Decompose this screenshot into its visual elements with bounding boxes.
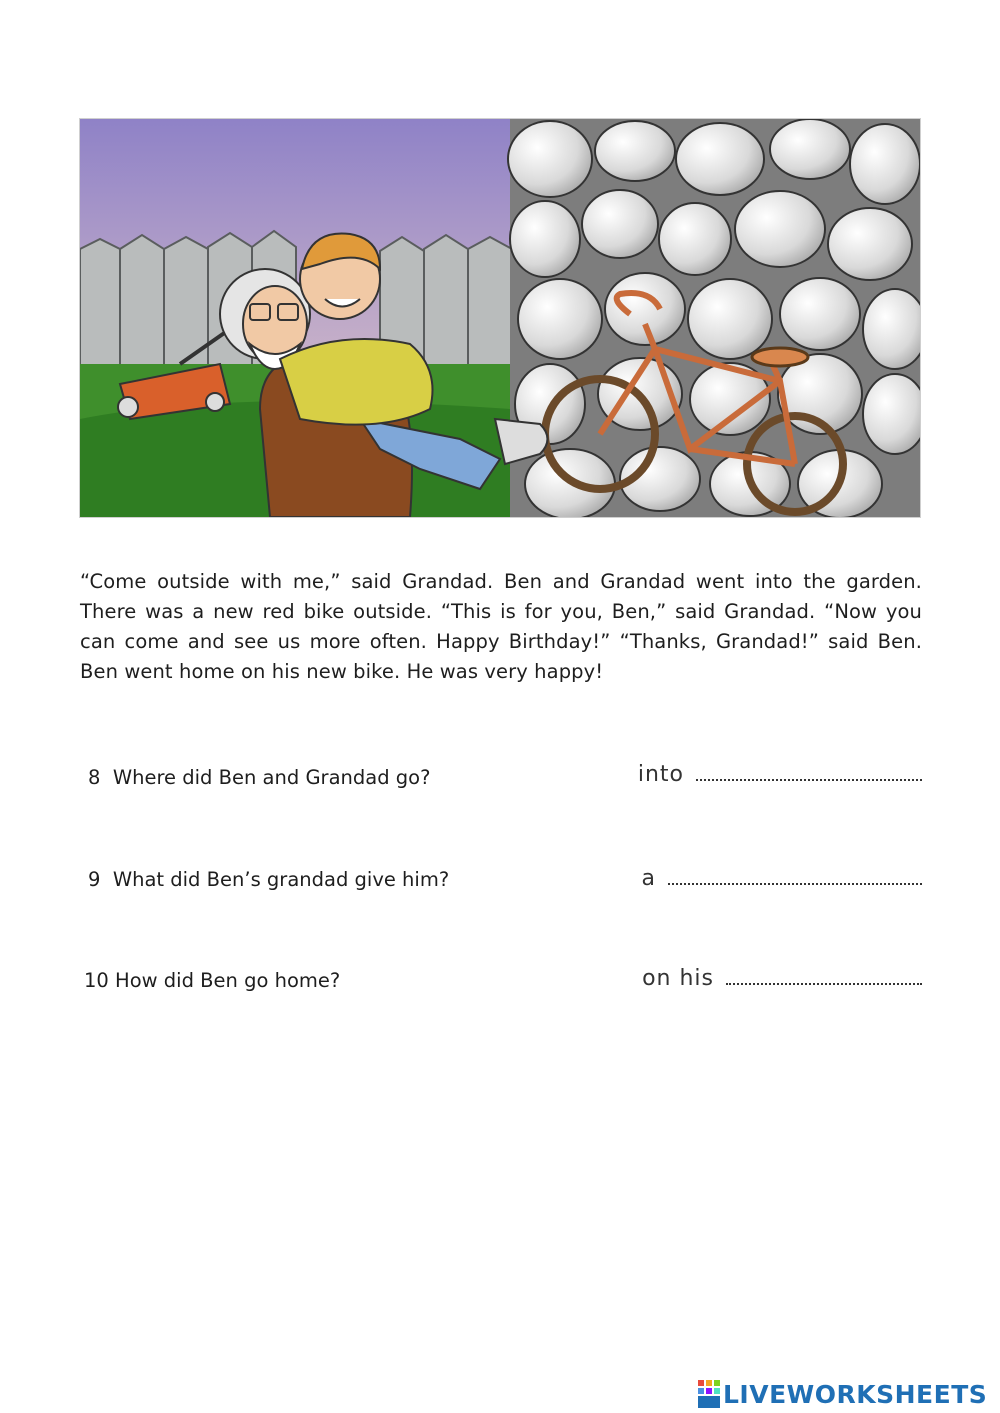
- question-text: How did Ben go home?: [115, 969, 341, 992]
- question-text: What did Ben’s grandad give him?: [112, 868, 450, 891]
- question-8: [88, 764, 558, 792]
- answer-prefix: into: [637, 762, 684, 787]
- question-10: [84, 967, 554, 995]
- answer-prefix: on his: [642, 966, 714, 991]
- brand-name: LIVEWORKSHEETS: [723, 1379, 988, 1409]
- question-text: Where did Ben and Grandad go?: [112, 766, 431, 789]
- grandad-hugging-ben-image: [80, 119, 920, 517]
- answer-8: [638, 761, 922, 789]
- liveworksheets-logo-icon: [698, 1380, 720, 1408]
- answer-9: [642, 865, 922, 893]
- answer-10: [642, 965, 922, 993]
- question-9: [88, 866, 558, 894]
- story-illustration: [79, 118, 921, 518]
- story-paragraph: “Come outside with me,” said Grandad. Ben and Grandad went into the garden. There was a new red bike outside. “This is for you, Ben,” said Grandad. “Now you can come and see us more often. Happy Birthday!” “Thanks, Grandad!” said Ben. Ben went home on his new bike. He was very happy!: [80, 570, 922, 683]
- answer-9-input[interactable]: [668, 865, 922, 885]
- answer-10-input[interactable]: [726, 965, 922, 985]
- question-number: 10: [84, 969, 109, 992]
- question-number: 9: [88, 868, 101, 891]
- answer-prefix: a: [641, 866, 656, 891]
- liveworksheets-logo: [698, 1377, 987, 1411]
- answer-8-input[interactable]: [696, 761, 922, 781]
- question-number: 8: [88, 766, 101, 789]
